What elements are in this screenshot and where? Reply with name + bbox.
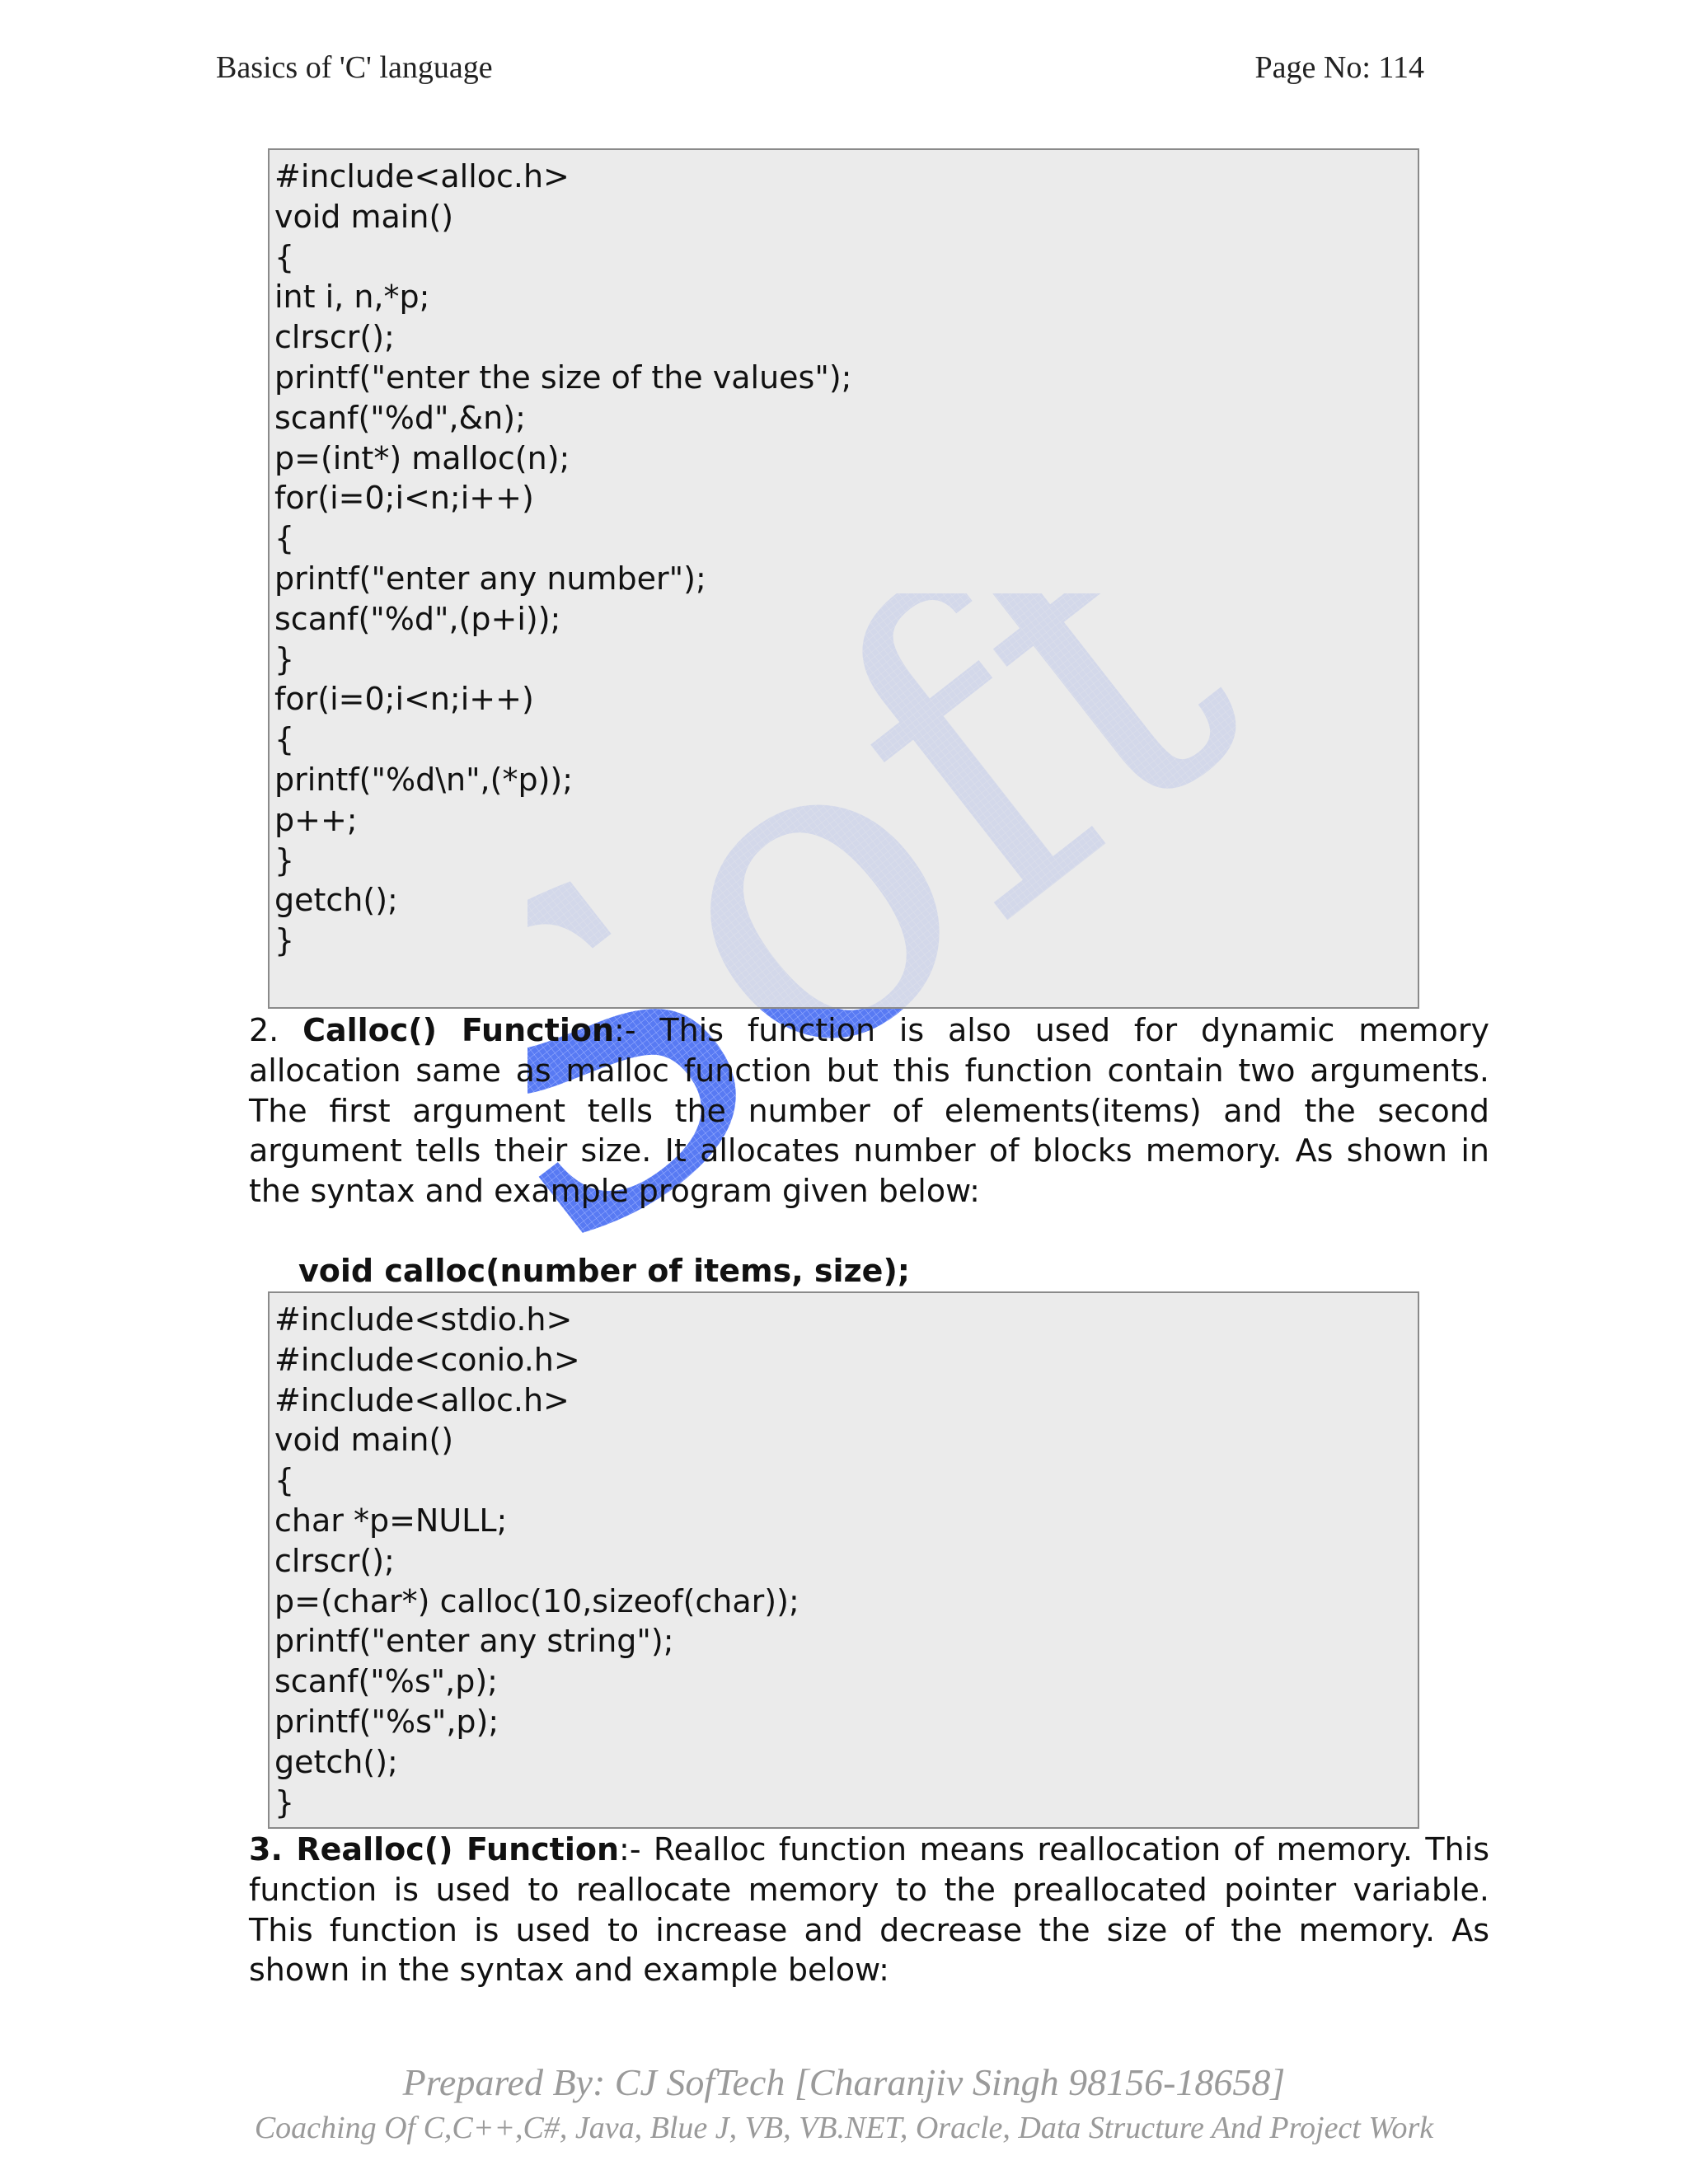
code-line: { [274,520,295,557]
code-line: } [274,922,295,959]
code-line: getch(); [274,882,398,919]
header-title: Basics of 'C' language [216,50,493,85]
code-line: char *p=NULL; [274,1502,508,1539]
code-line: { [274,238,295,275]
code-line: printf("enter any number"); [274,560,706,597]
code-line: #include<conio.h> [274,1341,580,1378]
calloc-description [249,1010,1489,1212]
footer-coaching: Coaching Of C,C++,C#, Java, Blue J, VB, VB.NET, Oracle, Data Structure And Project Work [254,2111,1434,2145]
realloc-description [249,1830,1489,1990]
code-block-malloc [268,148,1419,1009]
code-line: getch(); [274,1743,398,1780]
code-line: { [274,1462,295,1499]
realloc-heading: 3. Realloc() Function [249,1831,620,1868]
code-line: for(i=0;i<n;i++) [274,480,534,517]
code-line: p++; [274,801,358,838]
code-line: #include<alloc.h> [274,1381,570,1418]
code-line: { [274,721,295,758]
calloc-text: :- This function is also used for dynamic memory allocation same as malloc function but this function contain two arguments. The first argument tells the number of elements(items) and the second argument tells their size. It allocates number of blocks memory. As shown in the syntax and example program given below: [249,1012,1489,1210]
code-line: printf("%d\n",(*p)); [274,761,574,798]
code-line: } [274,1783,295,1821]
code-line: #include<alloc.h> [274,158,570,194]
footer-prepared-by: Prepared By: CJ SofTech [Charanjiv Singh 98156-18658] [402,2061,1286,2103]
realloc-text: :- Realloc function means reallocation of memory. This function is used to reallocate memory to the preallocated pointer variable. This function is used to increase and decrease the size of the memory. As shown in the syntax and example below: [249,1831,1489,1989]
code-line: void main() [274,1422,454,1459]
code-line: scanf("%s",p); [274,1663,498,1700]
code-line: } [274,841,295,879]
code-line: clrscr(); [274,1542,395,1579]
code-line: int i, n,*p; [274,279,430,316]
code-line: printf("enter any string"); [274,1623,674,1660]
code-line: } [274,640,295,677]
code-line: printf("enter the size of the values"); [274,359,852,396]
code-line: p=(int*) malloc(n); [274,439,570,476]
page-number: Page No: 114 [1254,50,1424,85]
code-line: scanf("%d",&n); [274,399,526,436]
code-line: void main() [274,198,454,235]
calloc-number: 2. [249,1012,303,1048]
code-block-calloc [268,1291,1419,1829]
code-line: clrscr(); [274,319,395,356]
code-line: p=(char*) calloc(10,sizeof(char)); [274,1582,799,1619]
code-line: printf("%s",p); [274,1703,499,1740]
calloc-syntax: void calloc(number of items, size); [298,1253,911,1289]
calloc-heading: Calloc() Function [302,1012,615,1048]
code-line: scanf("%d",(p+i)); [274,600,561,637]
code-line: for(i=0;i<n;i++) [274,681,534,718]
code-line: #include<stdio.h> [274,1301,573,1338]
